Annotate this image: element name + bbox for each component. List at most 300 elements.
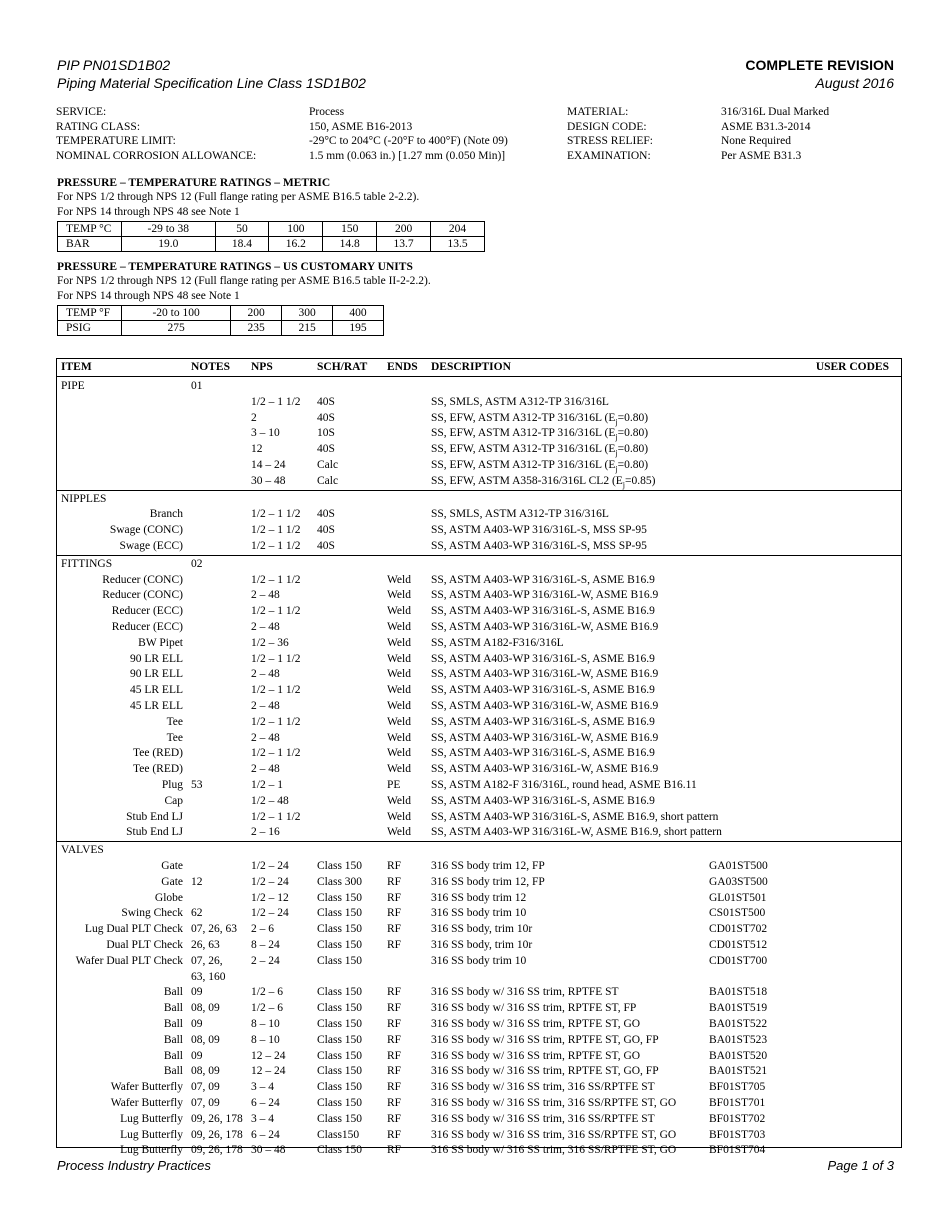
- ends-cell: RF: [387, 1002, 402, 1015]
- notes-cell: 09, 26, 178: [191, 1128, 243, 1141]
- temperature-limit-value: -29°C to 204°C (-20°F to 400°F) (Note 09): [309, 135, 508, 147]
- pipe-row: [57, 410, 901, 426]
- ends-cell: Weld: [387, 573, 411, 586]
- item-cell: Ball: [163, 1002, 183, 1015]
- notes-cell: 07, 09: [191, 1097, 220, 1109]
- valve-code-cell: GA03ST500: [709, 875, 768, 888]
- service-label: SERVICE:: [56, 106, 107, 118]
- valve-code-cell: CD01ST512: [709, 939, 768, 951]
- header-notes: NOTES: [191, 361, 230, 373]
- valve-row: [57, 1142, 901, 1158]
- description-cell: SS, ASTM A403-WP 316/316L-W, ASME B16.9: [431, 763, 659, 776]
- us-ratings-table: [57, 305, 384, 336]
- valve-code-cell: CD01ST702: [709, 923, 768, 936]
- description-cell: SS, ASTM A403-WP 316/316L-S, ASME B16.9: [431, 605, 655, 618]
- ends-cell: Weld: [387, 605, 411, 618]
- item-cell: Tee: [166, 731, 183, 744]
- valve-code-cell: BA01ST520: [709, 1049, 768, 1062]
- nps-cell: 3 – 4: [251, 1081, 274, 1094]
- valve-row: [57, 1111, 901, 1127]
- sch-cell: Calc: [317, 459, 339, 471]
- sch-cell: Class 150: [317, 954, 363, 967]
- nps-cell: 2: [251, 411, 257, 424]
- nps-cell: 1/2 – 6: [251, 1002, 283, 1015]
- nipple-row: [57, 506, 901, 522]
- item-cell: Ball: [163, 986, 183, 999]
- fitting-row: [57, 809, 901, 825]
- ends-cell: Weld: [387, 636, 411, 649]
- metric-pressure-label: BAR: [58, 237, 122, 252]
- valve-code-cell: BF01ST705: [709, 1081, 766, 1094]
- description-cell: 316 SS body w/ 316 SS trim, 316 SS/RPTFE ST, GO: [431, 1097, 677, 1109]
- item-cell: 45 LR ELL: [129, 684, 183, 697]
- valve-code-cell: GA01ST500: [709, 860, 768, 872]
- ends-cell: Weld: [387, 589, 411, 602]
- item-cell: 90 LR ELL: [129, 652, 183, 665]
- fitting-row: [57, 572, 901, 588]
- ends-cell: Weld: [387, 652, 411, 665]
- ends-cell: Weld: [387, 668, 411, 681]
- description-cell: SS, ASTM A403-WP 316/316L-S, MSS SP-95: [431, 540, 647, 552]
- section-row-valves: [57, 842, 901, 858]
- ends-cell: Weld: [387, 747, 411, 760]
- notes-cell: 12: [191, 875, 203, 888]
- header-description: DESCRIPTION: [431, 361, 511, 373]
- item-cell: 45 LR ELL: [129, 700, 183, 712]
- ends-cell: RF: [387, 986, 402, 999]
- description-cell: 316 SS body trim 10: [431, 907, 527, 920]
- section-label: NIPPLES: [61, 492, 107, 505]
- description-cell: 316 SS body w/ 316 SS trim, RPTFE ST, GO: [431, 1049, 641, 1062]
- nps-cell: 2 – 6: [251, 923, 274, 936]
- valve-row: [57, 921, 901, 937]
- metric-ratings-table: [57, 221, 485, 252]
- item-cell: Dual PLT Check: [106, 939, 183, 951]
- ends-cell: Weld: [387, 715, 411, 728]
- footer-org: Process Industry Practices: [57, 1158, 211, 1173]
- nipple-row: [57, 538, 901, 554]
- item-cell: Wafer Dual PLT Check: [75, 954, 183, 967]
- notes-cell: 62: [191, 907, 203, 920]
- fitting-row: [57, 714, 901, 730]
- nps-cell: 2 – 16: [251, 826, 280, 839]
- corrosion-allowance-label: NOMINAL CORROSION ALLOWANCE:: [56, 149, 257, 162]
- nps-cell: 8 – 24: [251, 939, 280, 951]
- valve-row-continuation: [57, 969, 901, 985]
- item-cell: Swage (CONC): [109, 524, 183, 537]
- nps-cell: 1/2 – 1 1/2: [251, 605, 301, 618]
- sch-cell: Class 150: [317, 1081, 363, 1094]
- ends-cell: RF: [387, 1065, 402, 1078]
- sch-cell: Class 150: [317, 1049, 363, 1062]
- ends-cell: RF: [387, 891, 402, 904]
- sch-cell: Class 150: [317, 986, 363, 999]
- header-sch-rat: SCH/RAT: [317, 361, 368, 373]
- us-temp-cell: 400: [333, 306, 384, 321]
- section-label: VALVES: [61, 844, 104, 857]
- description-text: SS, EFW, ASTM A312-TP 316/316L (E: [431, 459, 616, 471]
- us-note-1: For NPS 1/2 through NPS 12 (Full flange rating per ASME B16.5 table II-2-2.2).: [57, 275, 431, 287]
- description-cell: 316 SS body w/ 316 SS trim, RPTFE ST, GO, FP: [431, 1033, 659, 1046]
- valve-row: [57, 1063, 901, 1079]
- ends-cell: PE: [387, 779, 401, 791]
- ends-cell: RF: [387, 875, 402, 888]
- description-cell: SS, ASTM A403-WP 316/316L-S, ASME B16.9: [431, 794, 655, 807]
- metric-title: PRESSURE – TEMPERATURE RATINGS – METRIC: [57, 177, 331, 189]
- notes-cell: 09: [191, 986, 203, 999]
- item-cell: Branch: [149, 508, 183, 521]
- item-cell: Plug: [161, 779, 183, 791]
- item-cell: Reducer (ECC): [111, 621, 183, 633]
- valve-row: [57, 1127, 901, 1143]
- material-value: 316/316L Dual Marked: [721, 106, 830, 118]
- sch-cell: 40S: [317, 411, 335, 424]
- metric-temp-cell: 50: [215, 222, 269, 237]
- metric-temp-cell: 200: [377, 222, 431, 237]
- nps-cell: 14 – 24: [251, 459, 286, 471]
- notes-cell: 08, 09: [191, 1002, 220, 1015]
- valve-row: [57, 984, 901, 1000]
- doc-id: PIP PN01SD1B02: [57, 57, 171, 73]
- us-title: PRESSURE – TEMPERATURE RATINGS – US CUSTOMARY UNITS: [57, 261, 413, 273]
- section-row-pipe: [57, 378, 901, 394]
- item-cell: 90 LR ELL: [129, 668, 183, 681]
- fitting-row: [57, 651, 901, 667]
- pipe-row: [57, 394, 901, 410]
- ends-cell: Weld: [387, 731, 411, 744]
- nps-cell: 30 – 48: [251, 1144, 286, 1157]
- nipple-row: [57, 522, 901, 538]
- description-cell: 316 SS body w/ 316 SS trim, 316 SS/RPTFE ST: [431, 1081, 655, 1094]
- ends-cell: RF: [387, 1097, 402, 1109]
- fitting-row: [57, 682, 901, 698]
- valve-code-cell: CD01ST700: [709, 954, 768, 967]
- valve-row: [57, 890, 901, 906]
- item-cell: Ball: [163, 1065, 183, 1078]
- description-cell: SS, ASTM A403-WP 316/316L-S, ASME B16.9: [431, 715, 655, 728]
- material-label: MATERIAL:: [567, 106, 629, 118]
- item-cell: Tee (RED): [133, 747, 183, 760]
- section-notes: 01: [191, 380, 203, 392]
- nps-cell: 1/2 – 1 1/2: [251, 715, 301, 728]
- table-header-row: [57, 359, 901, 375]
- fitting-row: [57, 698, 901, 714]
- item-cell: Wafer Butterfly: [110, 1081, 183, 1094]
- description-cell: SS, SMLS, ASTM A312-TP 316/316L: [431, 508, 609, 521]
- metric-temp-cell: -29 to 38: [122, 222, 216, 237]
- sch-cell: Class 300: [317, 875, 363, 888]
- us-pressure-cell: 195: [333, 321, 384, 336]
- us-pressure-cell: 215: [282, 321, 333, 336]
- header-rule: [57, 376, 901, 377]
- service-values-right: [721, 105, 829, 163]
- description-cell: SS, ASTM A403-WP 316/316L-W, ASME B16.9, short pattern: [431, 826, 722, 839]
- ends-cell: RF: [387, 1049, 402, 1062]
- nps-cell: 2 – 48: [251, 700, 280, 712]
- footer-page: Page 1 of 3: [827, 1158, 894, 1173]
- pipe-row: [57, 441, 901, 457]
- temperature-limit-label: TEMPERATURE LIMIT:: [56, 135, 176, 147]
- description-tail: =0.80): [617, 427, 649, 440]
- ends-cell: Weld: [387, 810, 411, 823]
- pipe-row: [57, 457, 901, 473]
- description-text: SS, EFW, ASTM A312-TP 316/316L (E: [431, 427, 616, 440]
- nps-cell: 2 – 48: [251, 589, 280, 602]
- doc-title: Piping Material Specification Line Class 1SD1B02: [57, 75, 366, 91]
- nps-cell: 1/2 – 1 1/2: [251, 747, 301, 760]
- valve-row: [57, 1032, 901, 1048]
- nps-cell: 1/2 – 1: [251, 779, 283, 791]
- description-tail: =0.80): [617, 443, 649, 456]
- description-cell: 316 SS body w/ 316 SS trim, RPTFE ST: [431, 986, 619, 999]
- valve-code-cell: BA01ST521: [709, 1065, 768, 1078]
- section-label: PIPE: [61, 380, 85, 392]
- item-cell: Tee (RED): [133, 763, 183, 776]
- corrosion-allowance-value: 1.5 mm (0.063 in.) [1.27 mm (0.050 Min)]: [309, 149, 506, 162]
- valve-row: [57, 937, 901, 953]
- item-cell: Cap: [164, 794, 183, 807]
- nps-cell: 2 – 48: [251, 763, 280, 776]
- fitting-row: [57, 793, 901, 809]
- fitting-row: [57, 777, 901, 793]
- ends-cell: Weld: [387, 700, 411, 712]
- ends-cell: Weld: [387, 621, 411, 633]
- notes-cell: 09: [191, 1049, 203, 1062]
- notes-cell: 09, 26, 178: [191, 1144, 243, 1157]
- description-cell: 316 SS body w/ 316 SS trim, 316 SS/RPTFE ST, GO: [431, 1144, 677, 1157]
- fitting-row: [57, 745, 901, 761]
- joint-factor-subscript: j: [615, 448, 618, 458]
- nps-cell: 8 – 10: [251, 1033, 280, 1046]
- valve-row: [57, 874, 901, 890]
- description-cell: SS, ASTM A403-WP 316/316L-S, MSS SP-95: [431, 524, 647, 537]
- description-cell: 316 SS body trim 10: [431, 954, 527, 967]
- description-cell: SS, ASTM A403-WP 316/316L-W, ASME B16.9: [431, 589, 659, 602]
- sch-cell: Class 150: [317, 1033, 363, 1046]
- description-cell: SS, ASTM A182-F316/316L: [431, 636, 564, 649]
- sch-cell: Class 150: [317, 907, 363, 920]
- rating-class-value: 150, ASME B16-2013: [309, 120, 413, 133]
- section-row-nipples: [57, 491, 901, 507]
- description-cell: SS, ASTM A403-WP 316/316L-W, ASME B16.9: [431, 621, 659, 633]
- stress-relief-label: STRESS RELIEF:: [567, 135, 653, 147]
- section-row-fittings: [57, 556, 901, 572]
- description-tail: =0.80): [617, 411, 649, 424]
- valve-code-cell: BA01ST519: [709, 1002, 768, 1015]
- item-cell: Swing Check: [121, 907, 183, 920]
- item-cell: Tee: [166, 715, 183, 728]
- valve-code-cell: BF01ST701: [709, 1097, 766, 1109]
- service-values-left: [309, 105, 508, 163]
- us-temp-cell: 200: [231, 306, 282, 321]
- nps-cell: 1/2 – 6: [251, 986, 283, 999]
- ends-cell: RF: [387, 1144, 402, 1157]
- description-tail: =0.85): [625, 474, 656, 487]
- header-item: ITEM: [61, 361, 92, 373]
- description-cell: SS, ASTM A182-F 316/316L, round head, ASME B16.11: [431, 779, 697, 791]
- item-cell: Gate: [161, 860, 183, 872]
- material-spec-table: [56, 358, 902, 1157]
- nps-cell: 1/2 – 1 1/2: [251, 508, 301, 521]
- ends-cell: RF: [387, 860, 402, 872]
- ends-cell: RF: [387, 923, 402, 936]
- description-text: SS, EFW, ASTM A358-316/316L CL2 (E: [431, 474, 623, 487]
- us-pressure-label: PSIG: [58, 321, 122, 336]
- metric-pressure-cell: 19.0: [122, 237, 216, 252]
- us-pressure-cell: 275: [122, 321, 231, 336]
- ends-cell: RF: [387, 1112, 402, 1125]
- description-text: SS, EFW, ASTM A312-TP 316/316L (E: [431, 443, 616, 456]
- metric-temp-label: TEMP °C: [58, 222, 122, 237]
- description-cell: SS, ASTM A403-WP 316/316L-W, ASME B16.9: [431, 668, 659, 681]
- ends-cell: Weld: [387, 794, 411, 807]
- nps-cell: 1/2 – 1 1/2: [251, 652, 301, 665]
- description-cell: SS, ASTM A403-WP 316/316L-S, ASME B16.9, short pattern: [431, 810, 719, 823]
- description-cell: SS, ASTM A403-WP 316/316L-S, ASME B16.9: [431, 573, 655, 586]
- nps-cell: 2 – 48: [251, 621, 280, 633]
- ends-cell: Weld: [387, 826, 411, 839]
- metric-pressure-cell: 13.7: [377, 237, 431, 252]
- ends-cell: RF: [387, 907, 402, 920]
- pipe-row: [57, 473, 901, 489]
- description-cell: 316 SS body trim 12, FP: [431, 860, 545, 872]
- sch-cell: Class 150: [317, 939, 363, 951]
- valve-code-cell: BA01ST523: [709, 1033, 768, 1046]
- notes-cell: 53: [191, 779, 203, 791]
- sch-cell: Class 150: [317, 1097, 363, 1109]
- fitting-row: [57, 730, 901, 746]
- nps-cell: 12: [251, 443, 263, 456]
- description-cell: 316 SS body w/ 316 SS trim, RPTFE ST, FP: [431, 1002, 637, 1015]
- sch-cell: Class 150: [317, 923, 363, 936]
- ends-cell: RF: [387, 1033, 402, 1046]
- nps-cell: 2 – 48: [251, 731, 280, 744]
- notes-cell: 08, 09: [191, 1065, 220, 1078]
- item-cell: Globe: [154, 891, 183, 904]
- header-nps: NPS: [251, 361, 273, 373]
- us-pressure-cell: 235: [231, 321, 282, 336]
- metric-pressure-cell: 14.8: [323, 237, 377, 252]
- sch-cell: Class150: [317, 1128, 360, 1141]
- description-cell: SS, ASTM A403-WP 316/316L-S, ASME B16.9: [431, 684, 655, 697]
- nps-cell: 2 – 48: [251, 668, 280, 681]
- item-cell: Lug Butterfly: [120, 1112, 183, 1125]
- service-value: Process: [309, 106, 345, 118]
- joint-factor-subscript: j: [615, 432, 618, 442]
- notes-cell: 63, 160: [191, 970, 226, 983]
- valve-code-cell: CS01ST500: [709, 907, 766, 920]
- ends-cell: RF: [387, 939, 402, 951]
- fitting-row: [57, 603, 901, 619]
- sch-cell: Class 150: [317, 1144, 363, 1157]
- valve-row: [57, 1095, 901, 1111]
- notes-cell: 07, 26,: [191, 954, 223, 967]
- description-cell: SS, ASTM A403-WP 316/316L-S, ASME B16.9: [431, 747, 655, 760]
- sch-cell: 40S: [317, 395, 335, 408]
- sch-cell: 40S: [317, 540, 335, 552]
- metric-note-2: For NPS 14 through NPS 48 see Note 1: [57, 206, 240, 218]
- joint-factor-subscript: j: [615, 464, 618, 474]
- description-cell: SS, ASTM A403-WP 316/316L-W, ASME B16.9: [431, 700, 659, 712]
- valve-row: [57, 1016, 901, 1032]
- sch-cell: Class 150: [317, 1065, 363, 1078]
- metric-note-1: For NPS 1/2 through NPS 12 (Full flange rating per ASME B16.5 table 2-2.2).: [57, 191, 420, 203]
- description-cell: 316 SS body, trim 10r: [431, 939, 533, 951]
- fitting-row: [57, 587, 901, 603]
- nps-cell: 1/2 – 1 1/2: [251, 810, 301, 823]
- metric-temp-cell: 150: [323, 222, 377, 237]
- description-cell: 316 SS body trim 12: [431, 891, 527, 904]
- sch-cell: 40S: [317, 443, 335, 456]
- fitting-row: [57, 635, 901, 651]
- pipe-row: [57, 425, 901, 441]
- valve-code-cell: GL01ST501: [709, 891, 767, 904]
- valve-code-cell: BF01ST702: [709, 1112, 766, 1125]
- item-cell: Reducer (CONC): [102, 573, 183, 586]
- item-cell: Wafer Butterfly: [110, 1097, 183, 1109]
- sch-cell: Class 150: [317, 1002, 363, 1015]
- joint-factor-subscript: j: [622, 480, 626, 490]
- design-code-label: DESIGN CODE:: [567, 120, 647, 133]
- item-cell: Lug Dual PLT Check: [84, 923, 183, 936]
- description-cell: 316 SS body w/ 316 SS trim, 316 SS/RPTFE ST, GO: [431, 1128, 677, 1141]
- nps-cell: 1/2 – 24: [251, 860, 289, 872]
- item-cell: Gate: [161, 875, 183, 888]
- item-cell: Lug Butterfly: [120, 1128, 183, 1141]
- valve-code-cell: BF01ST704: [709, 1144, 766, 1157]
- stress-relief-value: None Required: [721, 135, 791, 147]
- item-cell: Reducer (ECC): [111, 605, 183, 618]
- valve-row: [57, 1048, 901, 1064]
- description-cell: SS, ASTM A403-WP 316/316L-W, ASME B16.9: [431, 731, 659, 744]
- nps-cell: 6 – 24: [251, 1128, 280, 1141]
- service-labels-left: [56, 105, 256, 163]
- nps-cell: 3 – 10: [251, 427, 280, 440]
- notes-cell: 07, 09: [191, 1081, 220, 1094]
- fitting-row: [57, 761, 901, 777]
- nps-cell: 6 – 24: [251, 1097, 280, 1109]
- sch-cell: Class 150: [317, 891, 363, 904]
- valve-row: [57, 953, 901, 969]
- item-cell: Reducer (CONC): [102, 589, 183, 602]
- notes-cell: 09: [191, 1018, 203, 1030]
- valve-row: [57, 1000, 901, 1016]
- notes-cell: 09, 26, 178: [191, 1112, 243, 1125]
- description-cell: 316 SS body, trim 10r: [431, 923, 533, 936]
- nps-cell: 3 – 4: [251, 1112, 274, 1125]
- nps-cell: 1/2 – 48: [251, 794, 289, 807]
- us-temp-cell: 300: [282, 306, 333, 321]
- description-cell: [431, 394, 609, 410]
- joint-factor-subscript: j: [615, 416, 618, 426]
- notes-cell: 26, 63: [191, 939, 220, 951]
- item-cell: Stub End LJ: [126, 810, 183, 823]
- valve-code-cell: BA01ST522: [709, 1018, 768, 1030]
- nps-cell: 1/2 – 1 1/2: [251, 540, 301, 552]
- description-cell: 316 SS body w/ 316 SS trim, RPTFE ST, GO, FP: [431, 1065, 659, 1078]
- nps-cell: 1/2 – 1 1/2: [251, 684, 301, 697]
- metric-temp-cell: 100: [269, 222, 323, 237]
- notes-cell: 08, 09: [191, 1033, 220, 1046]
- nps-cell: 1/2 – 1 1/2: [251, 395, 301, 408]
- item-cell: Stub End LJ: [126, 826, 183, 839]
- sch-cell: 40S: [317, 524, 335, 537]
- ends-cell: RF: [387, 1128, 402, 1141]
- us-temp-cell: -20 to 100: [122, 306, 231, 321]
- service-labels-right: [567, 105, 653, 163]
- description-cell: 316 SS body w/ 316 SS trim, RPTFE ST, GO: [431, 1018, 641, 1030]
- description-cell: 316 SS body trim 12, FP: [431, 875, 545, 888]
